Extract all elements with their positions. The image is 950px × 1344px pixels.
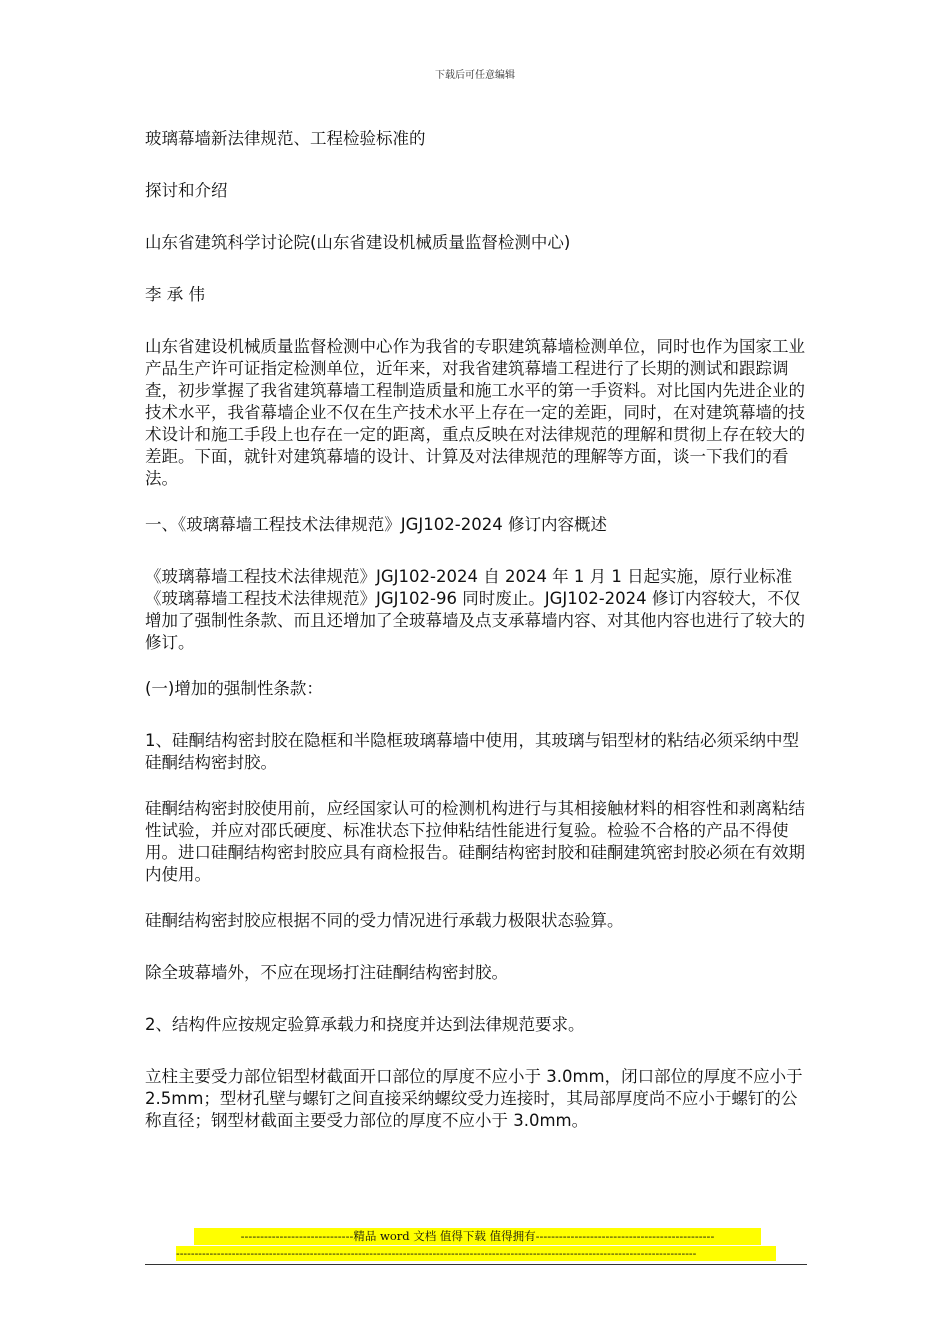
footer-divider (145, 1264, 807, 1265)
section-1-paragraph: 《玻璃幕墙工程技术法律规范》JGJ102-2024 自 2024 年 1 月 1 日起实施，原行业标准《玻璃幕墙工程技术法律规范》JGJ102-96 同时废止。JGJ102-2024 修订内容较大，不仅增加了强制性条款、而且还增加了全玻幕墙及点支承幕墙内容、对其他内容也进行了较大的修订。 (145, 567, 805, 652)
doc-title-line2: 探讨和介绍 (145, 181, 228, 200)
subsection-heading: (一)增加的强制性条款： (145, 679, 323, 698)
footer-dash-line: -------------------------------------------------------------------------------------------------------------------------------------------- (176, 1246, 776, 1261)
clause-1-verification: 硅酮结构密封胶应根据不同的受力情况进行承载力极限状态验算。 (145, 911, 624, 930)
clause-2: 2、结构件应按规定验算承载力和挠度并达到法律规范要求。 (145, 1015, 585, 1034)
doc-author: 李 承 伟 (145, 285, 205, 304)
doc-title-line1: 玻璃幕墙新法律规范、工程检验标准的 (145, 129, 426, 148)
document-body (145, 128, 813, 1156)
clause-1: 1、硅酮结构密封胶在隐框和半隐框玻璃幕墙中使用，其玻璃与铝型材的粘结必须采纳中型硅酮结构密封胶。 (145, 731, 799, 772)
clause-2-detail: 立柱主要受力部位铝型材截面开口部位的厚度不应小于 3.0mm，闭口部位的厚度不应小于 2.5mm；型材孔壁与螺钉之间直接采纳螺纹受力连接时，其局部厚度尚不应小于螺钉的公称直径；钢型材截面主要受力部位的厚度不应小于 3.0mm。 (145, 1067, 803, 1130)
clause-1-detail: 硅酮结构密封胶使用前，应经国家认可的检测机构进行与其相接触材料的相容性和剥离粘结性试验，并应对邵氏硬度、标准状态下拉伸粘结性能进行复验。检验不合格的产品不得使用。进口硅酮结构密封胶应具有商检报告。硅酮结构密封胶和硅酮建筑密封胶必须在有效期内使用。 (145, 799, 805, 884)
clause-1-onsite: 除全玻幕墙外，不应在现场打注硅酮结构密封胶。 (145, 963, 508, 982)
intro-paragraph: 山东省建设机械质量监督检测中心作为我省的专职建筑幕墙检测单位，同时也作为国家工业产品生产许可证指定检测单位，近年来，对我省建筑幕墙工程进行了长期的测试和跟踪调查，初步掌握了我省建筑幕墙工程制造质量和施工水平的第一手资料。对比国内先进企业的技术水平，我省幕墙企业不仅在生产技术水平上存在一定的差距，同时，在对建筑幕墙的技术设计和施工手段上也存在一定的距离，重点反映在对法律规范的理解和贯彻上存在较大的差距。下面，就针对建筑幕墙的设计、计算及对法律规范的理解等方面，谈一下我们的看法。 (145, 337, 805, 488)
section-heading-1: 一、《玻璃幕墙工程技术法律规范》JGJ102-2024 修订内容概述 (145, 515, 607, 534)
footer-banner: -----------------------------精品 word 文档 值得下载 值得拥有---------------------------------------------- (194, 1228, 761, 1245)
header-note: 下载后可任意编辑 (435, 70, 515, 81)
doc-affiliation: 山东省建筑科学讨论院(山东省建设机械质量监督检测中心) (145, 233, 571, 252)
